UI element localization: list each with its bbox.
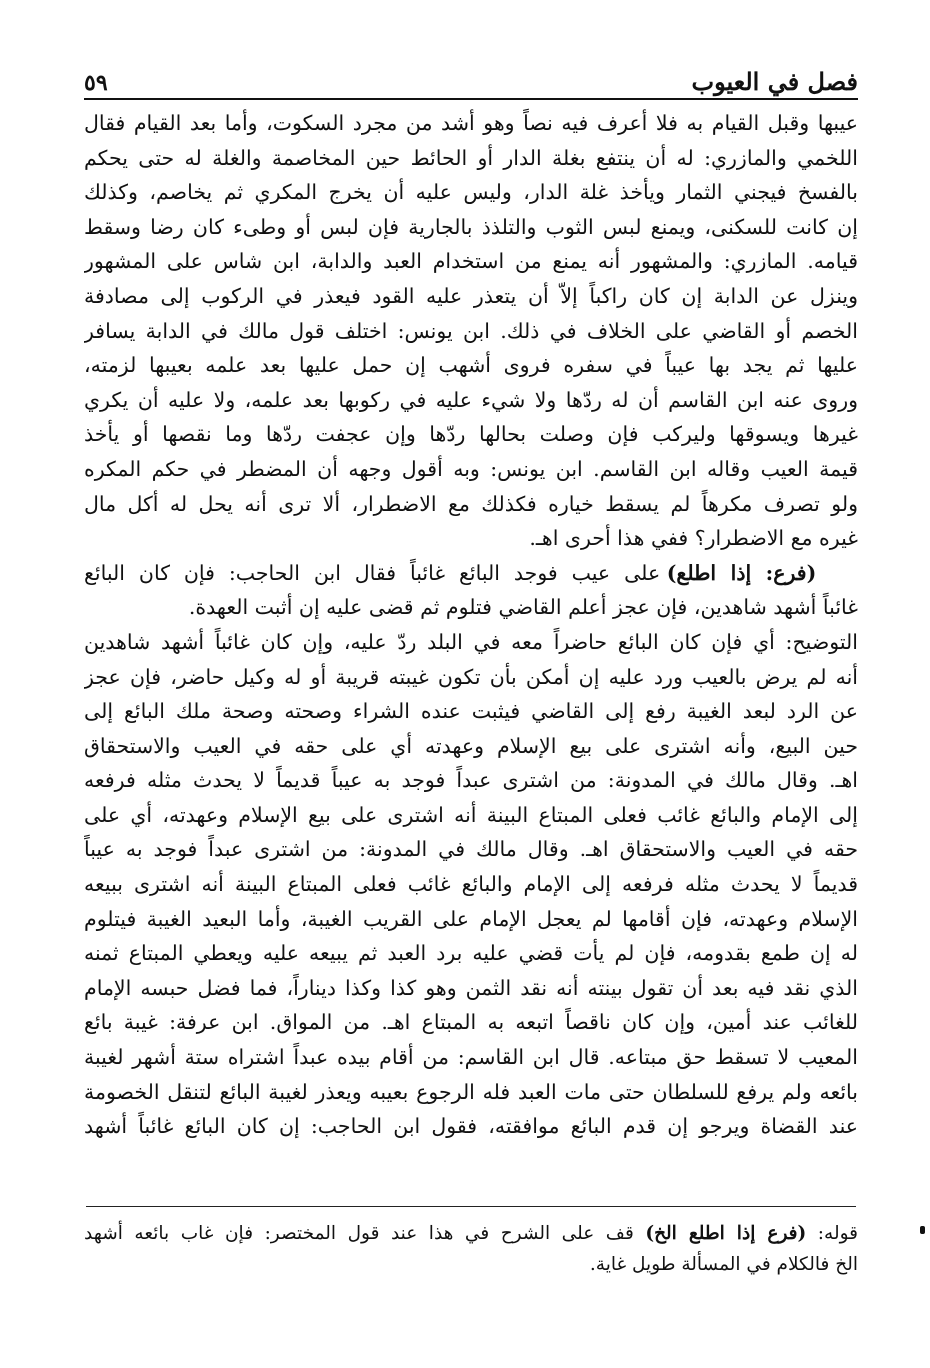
text-line: إلى الإمام والبائع غائب فعلى المبتاع البينة أنه اشترى على بيع الإسلام وعهدته، أي على [84,802,858,827]
text-line: قيمة العيب وقاله ابن القاسم. ابن يونس: وبه أقول وجهه أن المضطر في حكم المكره [84,456,858,481]
far-paragraph-first-line [84,556,858,591]
text-line: أنه لم يرض بالعيب ورد عليه إن أمكن بأن تكون غيبته قريبة أو له وكيل حاضر، فإن عجز [84,664,858,689]
text-line: الخصم أو القاضي على الخلاف في ذلك. ابن يونس: اختلف قول مالك في الدابة يسافر [84,318,858,343]
page-number: ٥٩ [84,70,108,96]
footnote-line [84,1218,858,1249]
far-heading: (فرع: إذا اطلع) [666,560,817,585]
footnote-heading: (فرع إذا اطلع الخ) [645,1223,807,1244]
text-line: عيبها وقبل القيام به فلا أعرف فيه نصاً وهو أشد من مجرد السكوت، وأما بعد القيام فقال [84,111,858,135]
text-line: ولو تصرف مكرهاً لم يسقط خياره فكذلك مع الاضطرار، ألا ترى أنه يحل له أكل مال [84,491,858,516]
footnote [84,1218,858,1280]
text-line: للغائب عند أمين، وإن كان ناقصاً اتبعه به المبتاع اهـ. من المواق. ابن عرفة: غيبة بائع [84,1010,858,1035]
text-line: اللخمي والمازري: له أن ينتفع بغلة الدار أو الحائط حين المخاصمة والغلة له حتى يحكم [84,145,858,170]
text-line: بائعه ولم يرفع للسلطان حتى مات العبد فله الرجوع بعيبه ويعذر لغيبة البائع لتنقل الخصومة [84,1079,858,1104]
margin-mark [920,1226,925,1234]
text-line: اهـ. وقال مالك في المدونة: من اشترى عبداً فوجد به عيباً قديماً لا يحدث مثله فرفعه [84,768,858,793]
footnote-line: الخ فالكلام في المسألة طويل غاية. [589,1254,858,1275]
text-line: وروى عنه ابن القاسم أن له ردّها ولا شيء عليه في ركوبها بعد علمه، ولا عليه أن يكري [84,387,858,412]
text-line: حين البيع، وأنه اشترى على بيع الإسلام وعهدته أي على حقه في العيب والاستحقاق [84,733,858,758]
text-line: المعيب لا تسقط حق مبتاعه. قال ابن القاسم: من أقام بيده عبداً اشتراه ستة أشهر لغيبة [84,1045,858,1070]
page-header [84,56,858,96]
text-line: بالفسخ فيجني الثمار ويأخذ غلة الدار، وليس عليه أن يخرج المكري ثم يخاصم، وكذلك [84,180,858,205]
footnote-rest: قف على الشرح في هذا عند قول المختصر: فإن غاب بائعه أشهد [84,1223,646,1244]
text-line: وينزل عن الدابة إن كان راكباً إلاّ أن يتعذر عليه القود فيعذر في الركوب إلى مصادفة [84,283,858,308]
text-line: قيامه. المازري: والمشهور أنه يمنع من استخدام العبد والدابة، ابن شاس على المشهور [84,249,858,274]
text-line: حقه في العيب والاستحقاق اهـ. وقال مالك في المدونة: من اشترى عبداً فوجد به عيباً [84,837,858,862]
text-line: الإسلام وعهدته، فإن أقامها لم يعجل الإمام على القريب الغيبة، وأما البعيد الغيبة فيتلوم [84,906,858,931]
footnote-prefix: قوله: [806,1223,858,1244]
text-line: غيره مع الاضطرار؟ ففي هذا أحرى اهـ. [529,526,858,551]
footnote-separator [86,1206,856,1207]
text-line: عليها ثم يجد بها عيباً في سفره فروى أشهب إن حمل عليها بعد علمه بعيبها لزمته، [84,353,858,378]
header-rule [84,98,858,100]
far-heading-rest: على عيب فوجد البائع غائباً فقال ابن الحاجب: فإن كان البائع [84,560,667,585]
text-line: له إن طمع بقدومه، فإن لم يأت قضي عليه برد العبد ثم يبيعه عليه ويعطي المبتاع ثمنه [84,941,858,966]
text-line: عند القضاة ويرجو إن قدم البائع موافقته، فقول ابن الحاجب: إن كان البائع غائباً أشهد [84,1114,858,1139]
text-line: عن الرد لبعد الغيبة رفع إلى القاضي فيثبت عنده الشراء وصحته وصحة ملك البائع إلى [84,699,858,724]
text-line: قديماً لا يحدث مثله فرفعه إلى الإمام والبائع غائب فعلى المبتاع البينة أنه اشترى ببيعه [84,872,858,897]
text-line: التوضيح: أي فإن كان البائع حاضراً معه في البلد ردّ عليه، وإن كان غائباً أشهد شاهدين [84,629,858,654]
running-title: فصل في العيوب [691,67,858,96]
text-line: إن كانت للسكنى، ويمنع لبس الثوب والتلذذ بالجارية فإن لبس أو وطىء كان رضا وسقط [84,214,858,239]
text-line: الذي نقد فيه بعد أن تقول بينته أنه نقد الثمن وهو كذا وكذا ديناراً، فما فضل حبسه الإمام [84,975,858,1000]
text-line: غائباً أشهد شاهدين، فإن عجز أعلم القاضي فتلوم ثم قضى عليه إن أثبت العهدة. [188,595,858,620]
text-line: غيرها ويسوقها وليركب فإن وصلت بحالها ردّها وإن عجفت ردّها وما نقصها أو يأخذ [84,422,858,447]
main-text [84,106,858,1144]
